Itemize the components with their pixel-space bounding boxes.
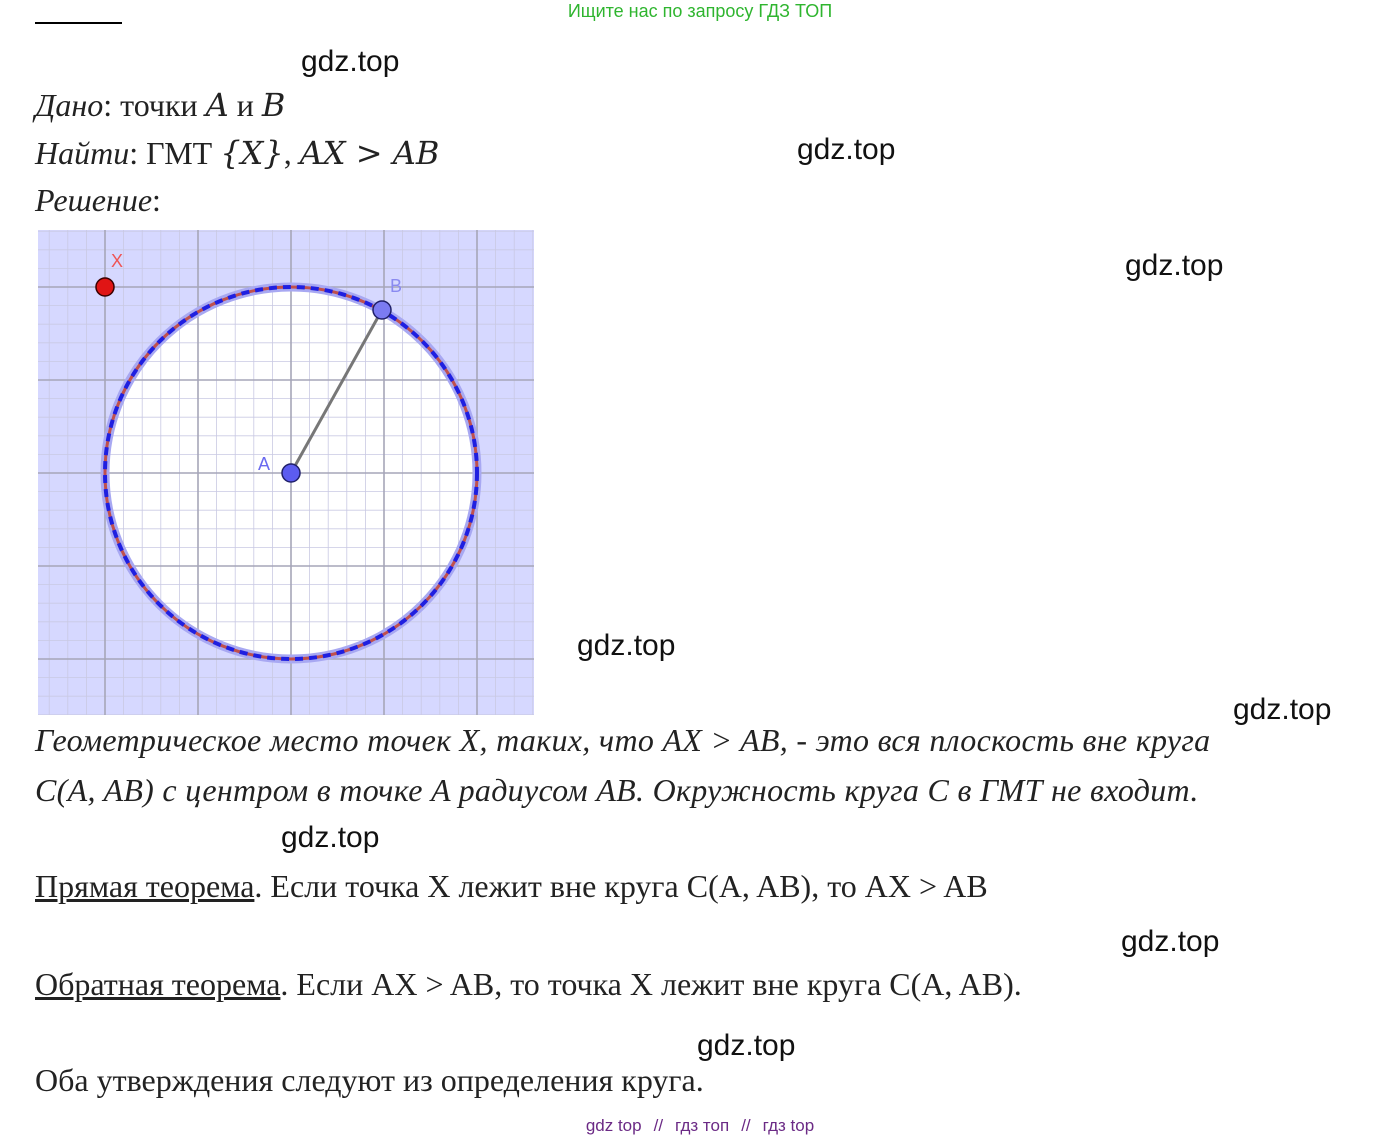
footer-separator: // [741, 1116, 751, 1135]
inverse-theorem [35, 966, 1022, 1003]
footer-link-gdz-top-ru[interactable]: гдз топ [675, 1116, 730, 1135]
watermark: gdz.top [1125, 249, 1224, 282]
label-a: A [258, 454, 271, 474]
find-sep: , [283, 135, 300, 171]
watermark: gdz.top [1233, 693, 1332, 726]
direct-theorem-title: Прямая теорема [35, 868, 255, 904]
geometry-figure [38, 230, 534, 715]
given-and: и [228, 87, 262, 123]
solution-line [35, 182, 161, 219]
solution-colon: : [152, 182, 161, 218]
label-x: X [111, 251, 124, 271]
description-line-1: Геометрическое место точек X, таких, что AX > AB, - это вся плоскость вне круга [35, 722, 1211, 758]
top-rule [35, 22, 122, 24]
footer-link-gdz-top[interactable]: gdz top [585, 1116, 642, 1135]
point-b: B [261, 86, 286, 124]
footer-links [0, 1116, 1400, 1136]
direct-theorem [35, 868, 988, 905]
solution-label: Решение [35, 182, 153, 218]
inverse-theorem-text: . Если AX > AB, то точка X лежит вне круга C(A, AB). [280, 966, 1022, 1002]
watermark: gdz.top [301, 45, 400, 78]
find-line [35, 134, 439, 172]
watermark: gdz.top [1121, 925, 1220, 958]
direct-theorem-text: . Если точка X лежит вне круга C(A, AB), то AX > AB [254, 868, 988, 904]
point-b-marker[interactable] [373, 301, 391, 319]
watermark: gdz.top [797, 133, 896, 166]
watermark: gdz.top [577, 629, 676, 662]
header-note: Ищите нас по запросу ГДЗ ТОП [567, 1, 833, 21]
find-label: Найти [35, 135, 130, 171]
conclusion: Оба утверждения следуют из определения круга. [35, 1062, 704, 1098]
given-label: Дано [35, 87, 104, 123]
watermark: gdz.top [697, 1029, 796, 1062]
find-set: {X} [220, 134, 284, 172]
point-x-marker[interactable] [96, 278, 114, 296]
point-a: A [205, 86, 229, 124]
inverse-theorem-title: Обратная теорема [35, 966, 281, 1002]
given-line [35, 86, 285, 124]
find-text: : ГМТ [129, 135, 221, 171]
watermark: gdz.top [281, 821, 380, 854]
footer-link-gdz-top-mixed[interactable]: гдз top [762, 1116, 815, 1135]
point-a-marker[interactable] [282, 464, 300, 482]
label-b: B [390, 276, 403, 296]
find-condition: AX > AB [299, 134, 440, 172]
given-text: : точки [103, 87, 206, 123]
footer-separator: // [653, 1116, 664, 1135]
description-line-2: C(A, AB) с центром в точке A радиусом AB. Окружность круга C в ГМТ не входит. [35, 772, 1199, 808]
